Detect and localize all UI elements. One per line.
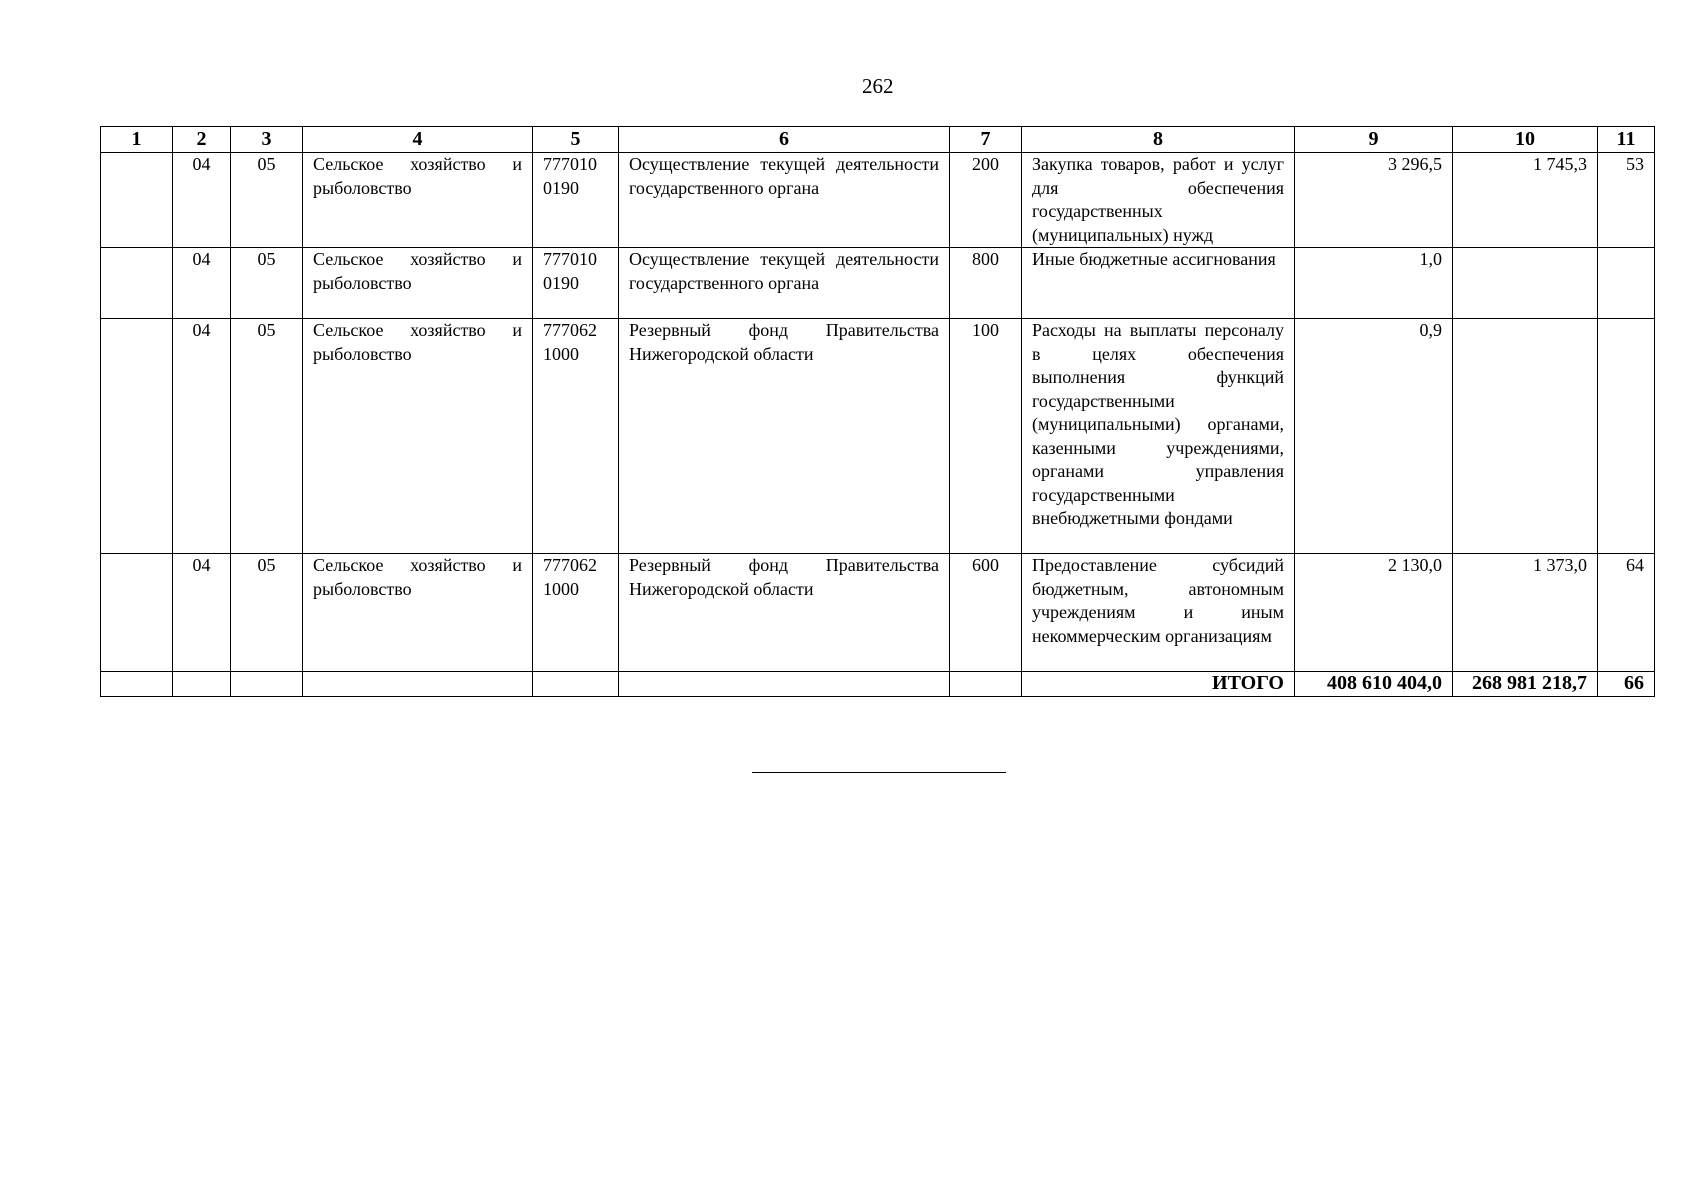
total-actual: 268 981 218,7 — [1453, 672, 1598, 697]
cell-percent: 64 — [1598, 554, 1655, 672]
cell-section: 04 — [173, 248, 231, 319]
cell-expense-type: 100 — [950, 319, 1022, 554]
header-row — [101, 127, 1655, 153]
cell-section: 04 — [173, 153, 231, 248]
table-row — [101, 248, 1655, 319]
empty-cell — [231, 672, 303, 697]
column-header: 5 — [533, 127, 619, 153]
table-row — [101, 319, 1655, 554]
cell-plan: 2 130,0 — [1295, 554, 1453, 672]
cell-section-name: Сельское хозяйство и рыболовство — [303, 319, 533, 554]
empty-cell — [303, 672, 533, 697]
cell-article-name: Осуществление текущей деятельности государственного органа — [619, 248, 950, 319]
cell-expense-name: Иные бюджетные ассигнования — [1022, 248, 1295, 319]
empty-cell — [619, 672, 950, 697]
cell-article-name: Резервный фонд Правительства Нижегородской области — [619, 554, 950, 672]
table-row — [101, 554, 1655, 672]
column-header: 10 — [1453, 127, 1598, 153]
cell-actual: 1 745,3 — [1453, 153, 1598, 248]
cell-actual: 1 373,0 — [1453, 554, 1598, 672]
empty-cell — [533, 672, 619, 697]
cell-article-name: Резервный фонд Правительства Нижегородской области — [619, 319, 950, 554]
cell-percent: 53 — [1598, 153, 1655, 248]
cell-section: 04 — [173, 319, 231, 554]
total-row — [101, 672, 1655, 697]
cell-section: 04 — [173, 554, 231, 672]
total-plan: 408 610 404,0 — [1295, 672, 1453, 697]
total-label: ИТОГО — [1022, 672, 1295, 697]
column-header: 11 — [1598, 127, 1655, 153]
cell-plan: 3 296,5 — [1295, 153, 1453, 248]
cell-article-name: Осуществление текущей деятельности государственного органа — [619, 153, 950, 248]
end-of-document-rule — [752, 772, 1006, 773]
cell-expense-name: Предоставление субсидий бюджетным, автономным учреждениям и иным некоммерческим организациям — [1022, 554, 1295, 672]
cell-expense-type: 800 — [950, 248, 1022, 319]
cell-c1 — [101, 554, 173, 672]
cell-expense-type: 200 — [950, 153, 1022, 248]
cell-percent — [1598, 248, 1655, 319]
cell-c1 — [101, 153, 173, 248]
cell-section-name: Сельское хозяйство и рыболовство — [303, 153, 533, 248]
column-header: 4 — [303, 127, 533, 153]
page-number: 262 — [862, 74, 894, 98]
cell-subsection: 05 — [231, 248, 303, 319]
cell-target-article: 777010 0190 — [533, 248, 619, 319]
cell-target-article: 777010 0190 — [533, 153, 619, 248]
cell-subsection: 05 — [231, 554, 303, 672]
column-header: 3 — [231, 127, 303, 153]
empty-cell — [173, 672, 231, 697]
table-row — [101, 153, 1655, 248]
cell-expense-name: Закупка товаров, работ и услуг для обеспечения государственных (муниципальных) нужд — [1022, 153, 1295, 248]
cell-c1 — [101, 319, 173, 554]
cell-expense-type: 600 — [950, 554, 1022, 672]
column-header: 7 — [950, 127, 1022, 153]
cell-target-article: 777062 1000 — [533, 319, 619, 554]
cell-c1 — [101, 248, 173, 319]
column-header: 8 — [1022, 127, 1295, 153]
cell-section-name: Сельское хозяйство и рыболовство — [303, 554, 533, 672]
empty-cell — [950, 672, 1022, 697]
cell-percent — [1598, 319, 1655, 554]
cell-plan: 0,9 — [1295, 319, 1453, 554]
column-header: 6 — [619, 127, 950, 153]
column-header: 9 — [1295, 127, 1453, 153]
cell-subsection: 05 — [231, 153, 303, 248]
cell-target-article: 777062 1000 — [533, 554, 619, 672]
cell-actual — [1453, 248, 1598, 319]
column-header: 2 — [173, 127, 231, 153]
cell-section-name: Сельское хозяйство и рыболовство — [303, 248, 533, 319]
cell-expense-name: Расходы на выплаты персоналу в целях обеспечения выполнения функций государственными (муниципальными) органами, казенными учреждениями, органами управления государственными внебюджетными фондами — [1022, 319, 1295, 554]
total-percent: 66 — [1598, 672, 1655, 697]
budget-table — [100, 126, 1655, 697]
column-header: 1 — [101, 127, 173, 153]
cell-actual — [1453, 319, 1598, 554]
cell-plan: 1,0 — [1295, 248, 1453, 319]
cell-subsection: 05 — [231, 319, 303, 554]
empty-cell — [101, 672, 173, 697]
